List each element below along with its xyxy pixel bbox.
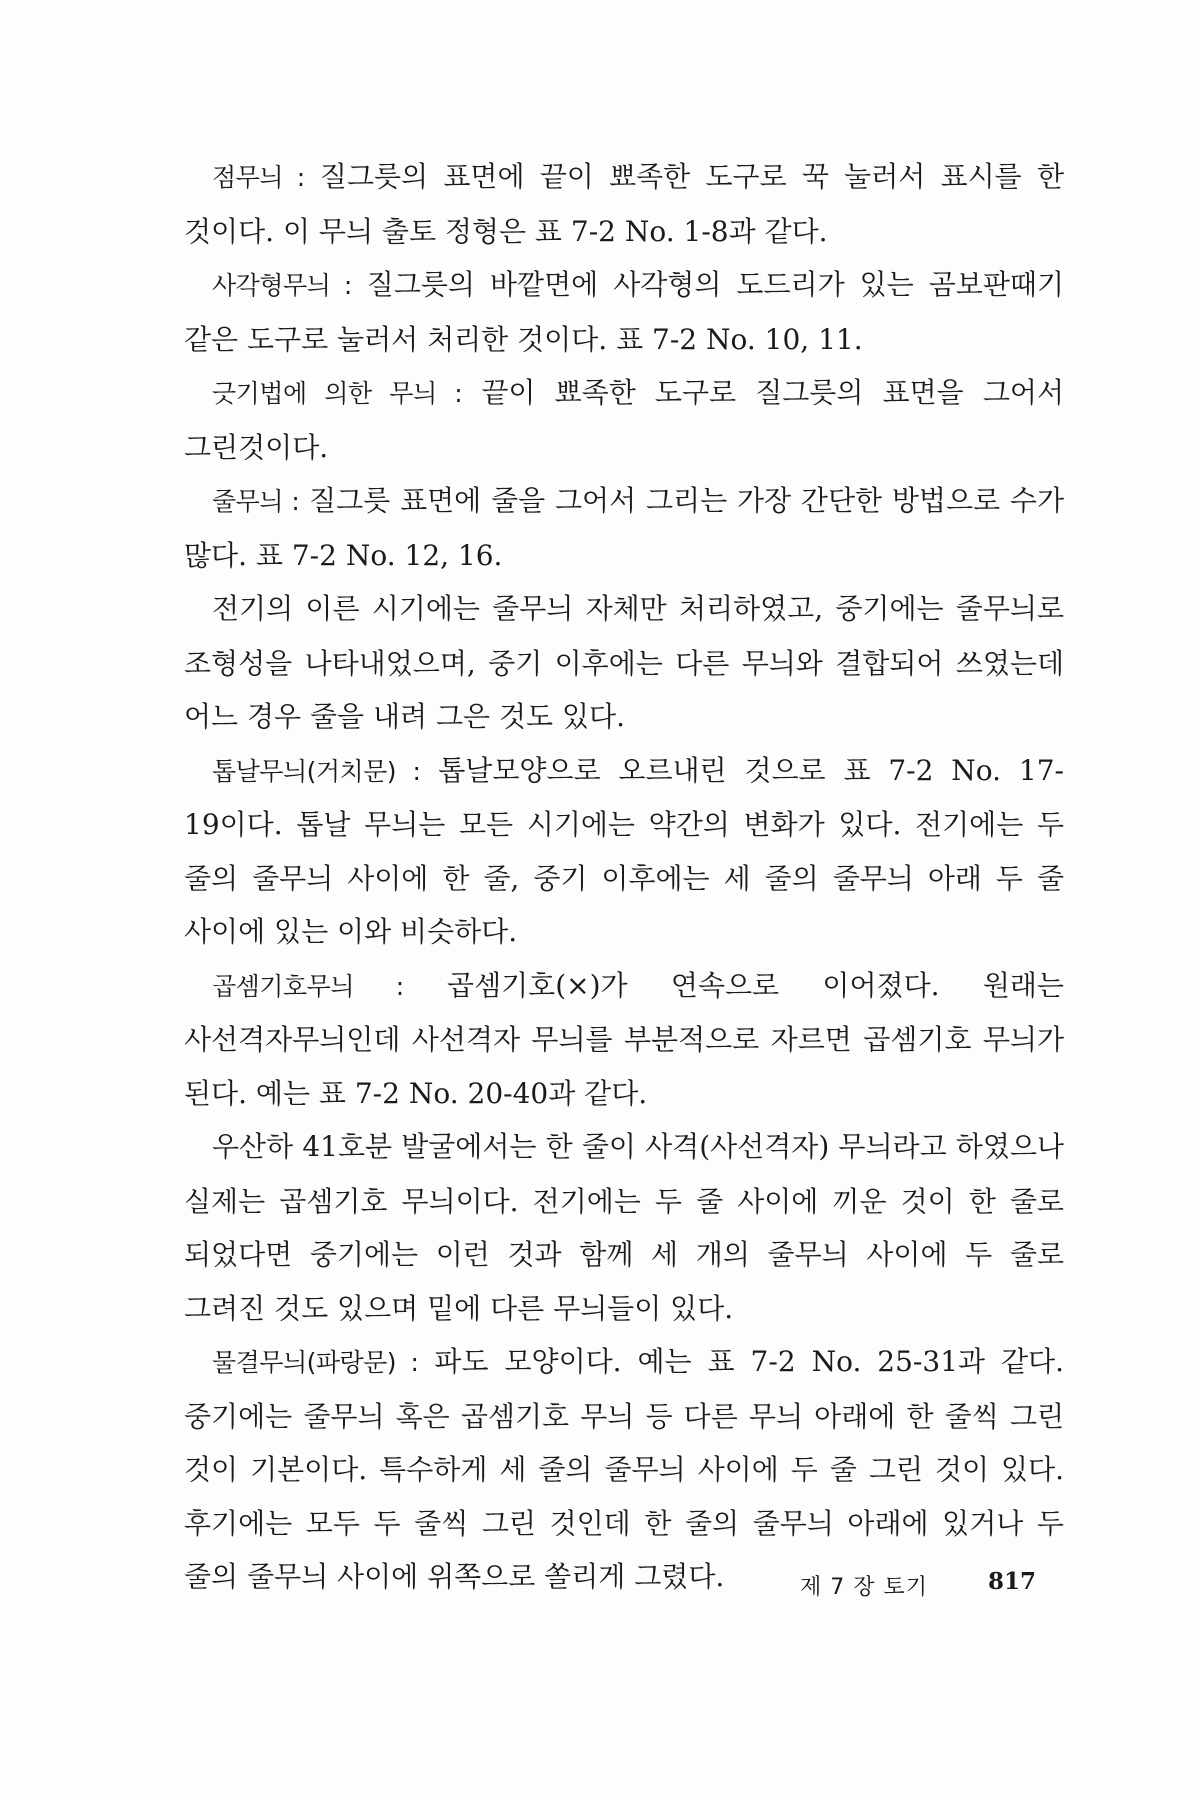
term-label: 점무늬 :	[212, 163, 305, 192]
page-number: 817	[988, 1568, 1037, 1595]
term-label: 물결무늬(파랑문) :	[212, 1348, 419, 1377]
paragraph-line-pattern	[184, 474, 1064, 582]
paragraph-cross-pattern-excavation	[184, 1120, 1064, 1335]
paragraph-wave-pattern	[184, 1335, 1064, 1604]
paragraph-text: 우산하 41호분 발굴에서는 한 줄이 사격(사선격자) 무늬라고 하였으나 실제는 곱셈기호 무늬이다. 전기에는 두 줄 사이에 끼운 것이 한 줄로 되었다면 중기에는 이런 것과 함께 세 개의 줄무늬 사이에 두 줄로 그려진 것도 있으며 밑에 다른 무늬들이 있다.	[184, 1130, 1064, 1325]
chapter-title: 제 7 장 토기	[800, 1575, 928, 1600]
paragraph-text: 끝이 뾰족한 도구로 질그릇의 표면을 그어서 그린것이다.	[184, 376, 1064, 464]
paragraph-square-pattern	[184, 258, 1064, 366]
paragraph-text: 질그릇의 표면에 끝이 뾰족한 도구로 꾹 눌러서 표시를 한 것이다. 이 무늬 출토 정형은 표 7-2 No. 1-8과 같다.	[184, 160, 1064, 248]
paragraph-text: 파도 모양이다. 예는 표 7-2 No. 25-31과 같다. 중기에는 줄무늬 혹은 곱셈기호 무늬 등 다른 무늬 아래에 한 줄씩 그린 것이 기본이다. 특수하게 세 줄의 줄무늬 사이에 두 줄 그린 것이 있다. 후기에는 모두 두 줄씩 그린 것인데 한 줄의 줄무늬 아래에 있거나 두 줄의 줄무늬 사이에 위쪽으로 쏠리게 그렸다.	[184, 1345, 1065, 1593]
paragraph-text: 전기의 이른 시기에는 줄무늬 자체만 처리하였고, 중기에는 줄무늬로 조형성을 나타내었으며, 중기 이후에는 다른 무늬와 결합되어 쓰였는데 어느 경우 줄을 내려 그은 것도 있다.	[184, 592, 1064, 733]
paragraph-text: 질그릇 표면에 줄을 그어서 그리는 가장 간단한 방법으로 수가 많다. 표 7-2 No. 12, 16.	[184, 484, 1064, 572]
term-label: 긋기법에 의한 무늬 :	[212, 379, 463, 408]
term-label: 사각형무늬 :	[212, 271, 352, 300]
body-text	[184, 150, 1064, 1604]
paragraph-incised-pattern	[184, 366, 1064, 474]
paragraph-cross-pattern	[184, 959, 1064, 1121]
paragraph-line-pattern-periods	[184, 582, 1064, 744]
page-footer	[800, 1568, 1070, 1604]
paragraph-text: 질그릇의 바깥면에 사각형의 도드리가 있는 곰보판때기 같은 도구로 눌러서 처리한 것이다. 표 7-2 No. 10, 11.	[184, 268, 1064, 356]
paragraph-sawtooth-pattern	[184, 744, 1064, 959]
term-label: 톱날무늬(거치문) :	[212, 756, 421, 786]
term-label: 곱셈기호무늬 :	[212, 971, 404, 1001]
paragraph-text: 곱셈기호(×)가 연속으로 이어졌다. 원래는 사선격자무늬인데 사선격자 무늬를 부분적으로 자르면 곱셈기호 무늬가 된다. 예는 표 7-2 No. 20-40과 같다.	[184, 968, 1064, 1110]
paragraph-text: 톱날모양으로 오르내린 것으로 표 7-2 No. 17-19이다. 톱날 무늬는 모든 시기에는 약간의 변화가 있다. 전기에는 두 줄의 줄무늬 사이에 한 줄, 중기 이후에는 세 줄의 줄무늬 아래 두 줄 사이에 있는 이와 비슷하다.	[184, 753, 1064, 948]
term-label: 줄무늬 :	[212, 487, 300, 516]
paragraph-dot-pattern	[184, 150, 1064, 258]
